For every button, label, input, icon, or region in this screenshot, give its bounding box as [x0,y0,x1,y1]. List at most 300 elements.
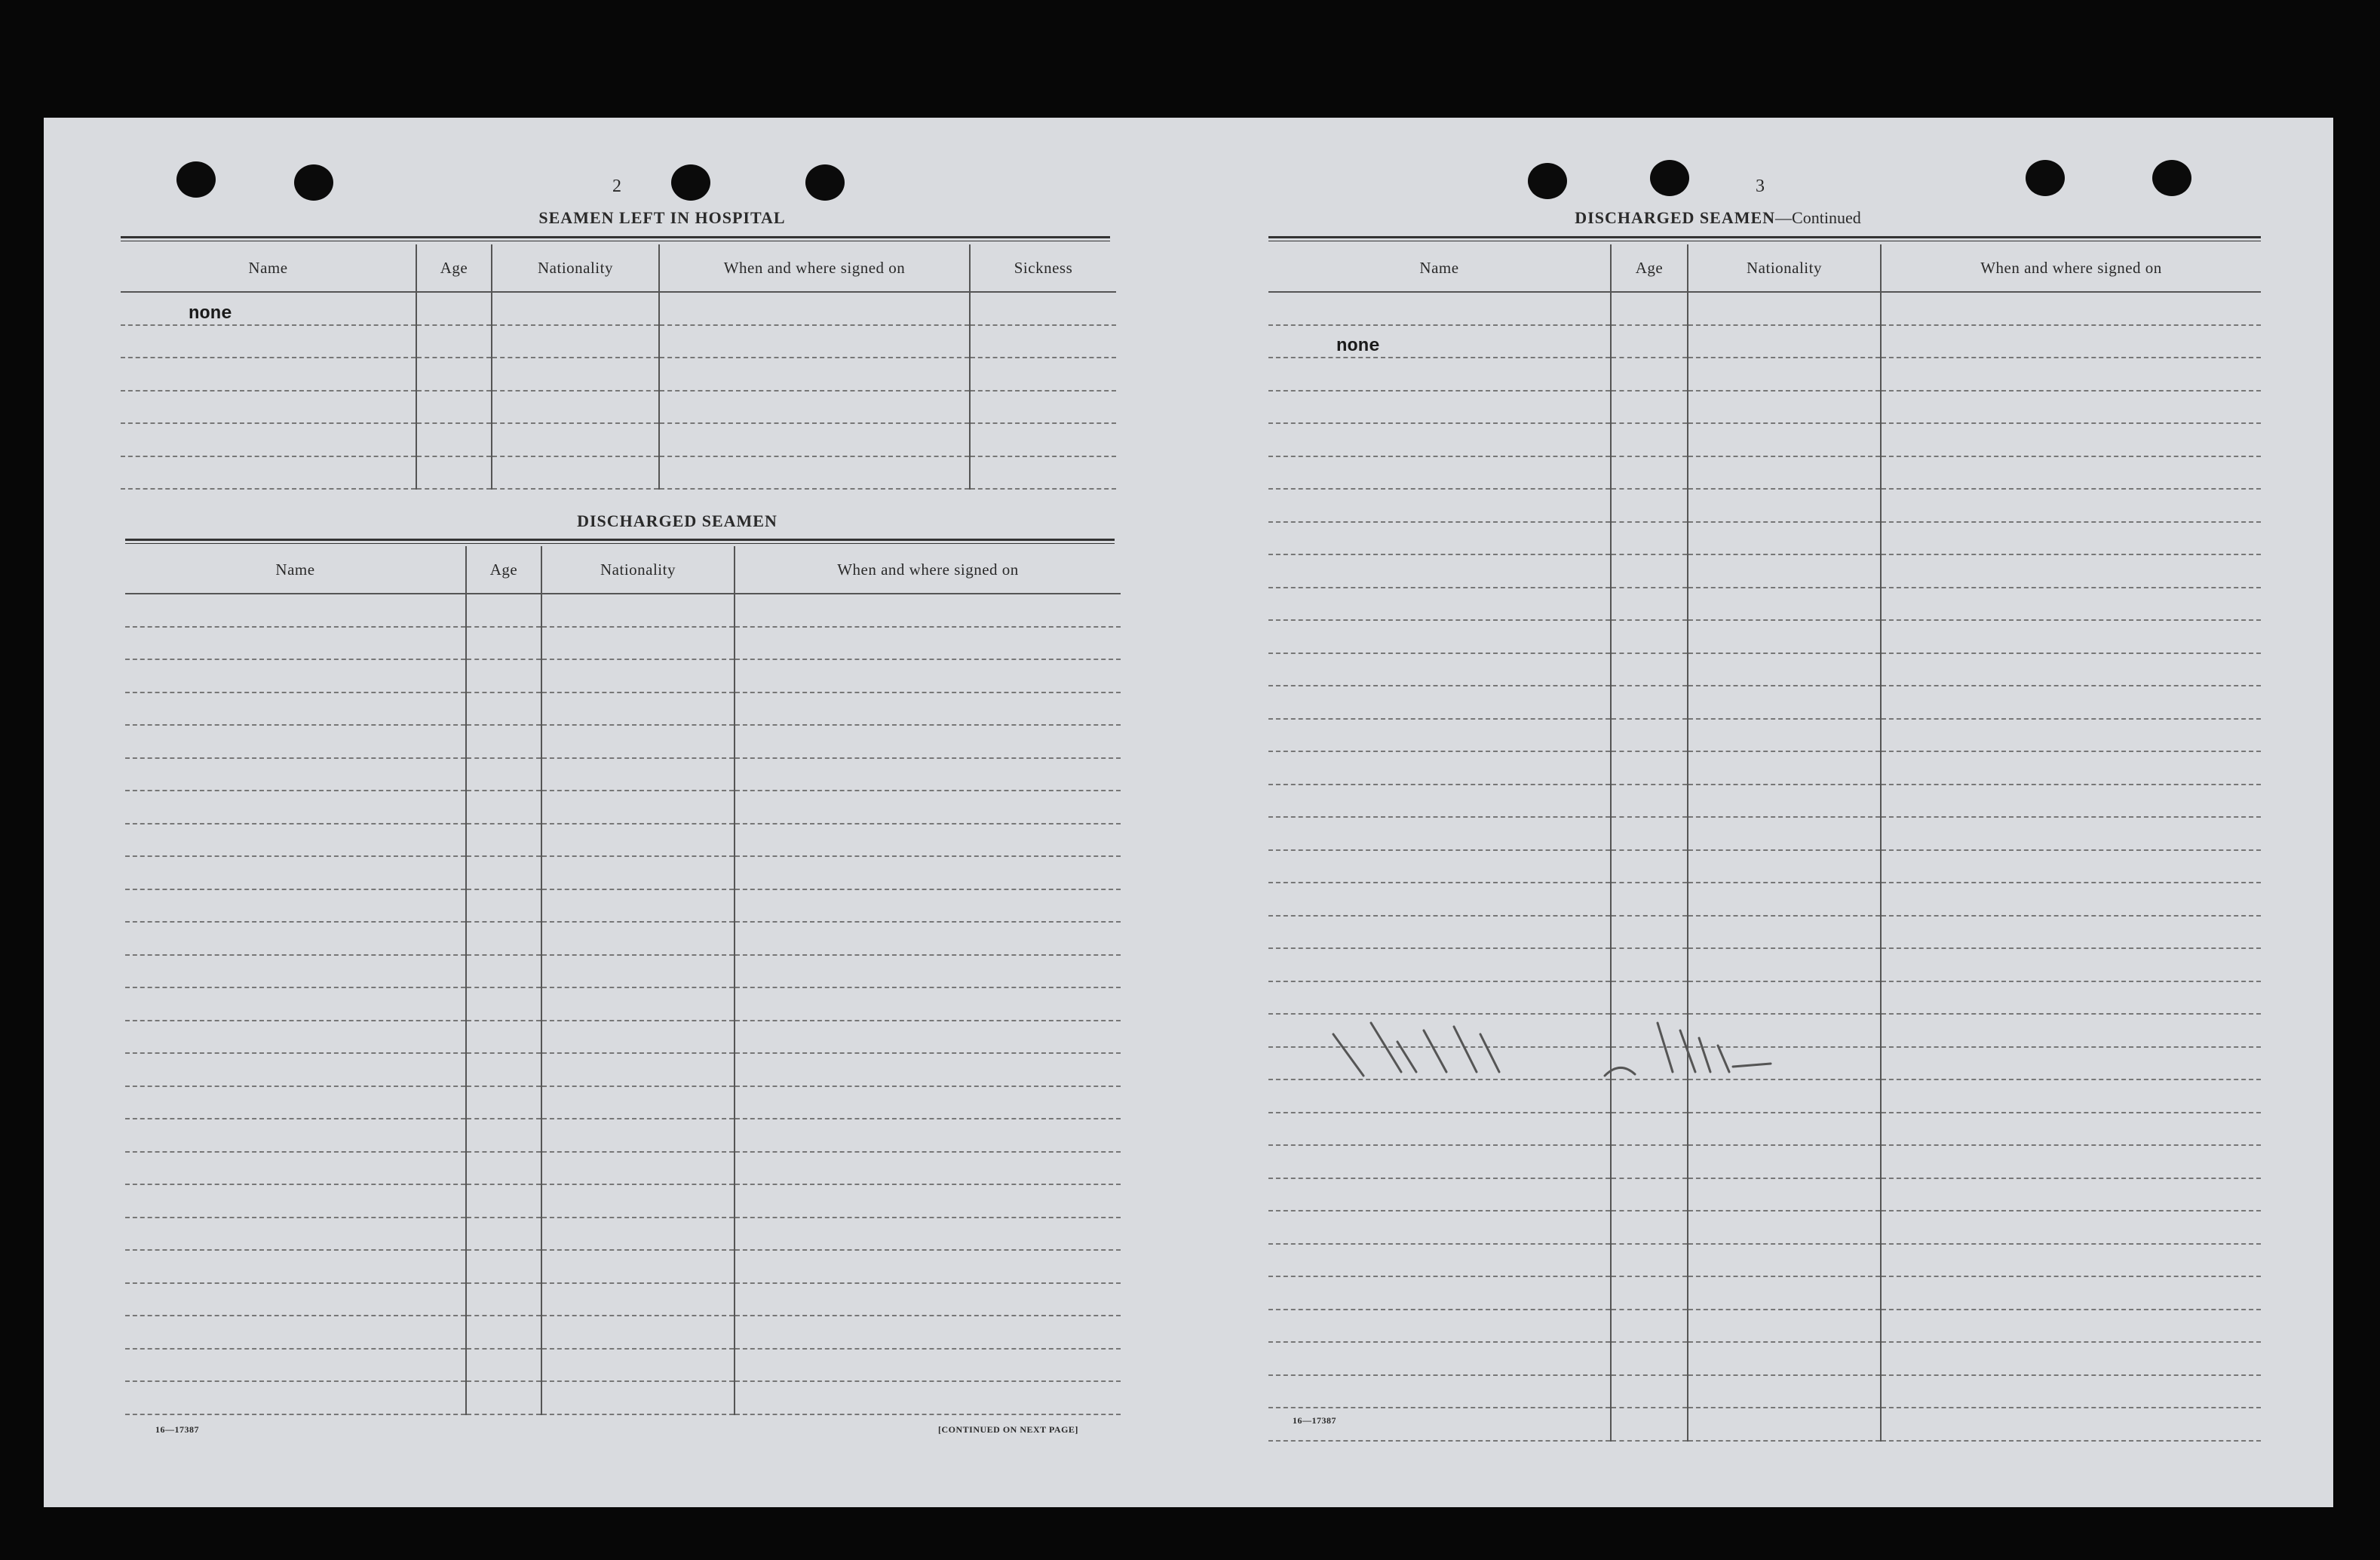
table-row [1268,391,2261,424]
table-row [125,627,1121,660]
table-cell [1688,1211,1881,1244]
table-row [1268,1145,2261,1178]
table-cell [125,1119,466,1152]
table-cell [1688,1342,1881,1375]
table-cell [1881,785,2261,818]
table-row [121,325,1116,358]
table-cell [1688,522,1881,555]
table-cell [1881,1079,2261,1113]
table-cell [1881,358,2261,391]
column-header-nationality: Nationality [1688,244,1881,292]
table-row [1268,423,2261,456]
table-cell [1881,1145,2261,1178]
table-cell [125,1250,466,1283]
table-cell [1688,883,1881,916]
table-row [1268,883,2261,916]
table-row [125,987,1121,1021]
table-cell [1268,292,1611,325]
table-cell [541,856,735,889]
table-cell [1688,1145,1881,1178]
table-cell [541,1021,735,1054]
table-cell [541,659,735,692]
table-cell [1881,948,2261,981]
table-cell [1268,1211,1611,1244]
table-cell [1611,653,1688,686]
table-cell [541,1218,735,1251]
table-cell [1268,456,1611,490]
table-cell [735,1349,1121,1382]
table-cell [735,1316,1121,1349]
table-cell [1611,686,1688,719]
table-cell [1688,751,1881,785]
table-cell [1611,751,1688,785]
table-cell [1268,719,1611,752]
table-cell [1611,522,1688,555]
table-cell [735,1086,1121,1119]
table-cell [735,824,1121,857]
table-cell [1611,423,1688,456]
table-cell [466,1316,541,1349]
table-row [125,1283,1121,1316]
table-header-row [121,244,1116,292]
table-cell [1881,1342,2261,1375]
column-header-age: Age [466,546,541,594]
table-cell [1881,1178,2261,1211]
table-cell [1268,1375,1611,1408]
table-row [1268,292,2261,325]
table-cell [735,758,1121,791]
table-cell [1881,292,2261,325]
table-row [1268,916,2261,949]
table-cell [466,692,541,726]
table-row [1268,1342,2261,1375]
table-cell [1881,522,2261,555]
punch-hole [2152,160,2191,196]
table-cell [1688,916,1881,949]
page-number: 2 [612,177,621,196]
table-cell [1688,1375,1881,1408]
table-row [1268,1113,2261,1146]
punch-hole [671,164,710,201]
table-cell [125,791,466,824]
form-sheet [44,118,2333,1507]
table-cell [1688,686,1881,719]
column-header-signed-on: When and where signed on [1881,244,2261,292]
table-cell [1611,1178,1688,1211]
table-cell [1881,1047,2261,1080]
table-cell [466,627,541,660]
table-cell [541,1381,735,1414]
table-cell [1611,391,1688,424]
table-row [125,856,1121,889]
table-cell [1881,489,2261,522]
table-row [1268,948,2261,981]
table-cell [735,627,1121,660]
table-cell [735,1184,1121,1218]
table-cell [735,987,1121,1021]
table-cell [1611,817,1688,850]
table-cell [541,955,735,988]
table-cell [735,659,1121,692]
table-cell [125,758,466,791]
table-cell [125,594,466,627]
table-cell [1611,1342,1688,1375]
table-cell [125,1381,466,1414]
table-cell [1688,948,1881,981]
table-row [1268,456,2261,490]
table-cell [1881,1375,2261,1408]
table-cell [1688,358,1881,391]
table-row [1268,1375,2261,1408]
table-cell [1268,948,1611,981]
column-header-signed-on: When and where signed on [659,244,970,292]
table-cell [735,1250,1121,1283]
table-cell [1268,620,1611,653]
table-row [125,1086,1121,1119]
table-cell [466,1053,541,1086]
table-cell [1688,785,1881,818]
table-header-row [1268,244,2261,292]
table-row [121,423,1116,456]
table-row [125,824,1121,857]
table-cell [466,659,541,692]
table-cell [1881,456,2261,490]
table-cell [541,791,735,824]
table-cell [1268,1244,1611,1277]
table-cell [1688,588,1881,621]
table-cell [1881,1276,2261,1310]
table-row [125,1021,1121,1054]
table-cell [541,987,735,1021]
table-row [125,791,1121,824]
table-cell [1688,1276,1881,1310]
table-row [1268,785,2261,818]
table-row [125,692,1121,726]
table-cell [1611,1113,1688,1146]
form-number: 16—17387 [1293,1415,1336,1426]
discharged-table-left [125,546,1121,1415]
table-cell [1688,817,1881,850]
table-cell [125,627,466,660]
table-row [1268,1310,2261,1343]
table-header-row [125,546,1121,594]
table-row [125,594,1121,627]
table-cell [125,889,466,923]
table-cell [1688,620,1881,653]
table-cell [1881,1211,2261,1244]
title-rule [125,539,1115,544]
table-row [1268,751,2261,785]
table-cell [466,758,541,791]
table-cell [1611,948,1688,981]
table-cell [1688,489,1881,522]
table-cell [541,1250,735,1283]
section-title-suffix: —Continued [1775,208,1861,227]
table-row [1268,1276,2261,1310]
table-cell [1688,456,1881,490]
table-cell [735,889,1121,923]
table-cell [541,1283,735,1316]
table-row [1268,1211,2261,1244]
column-header-nationality: Nationality [492,244,659,292]
table-cell [1268,1178,1611,1211]
table-cell [125,987,466,1021]
table-cell [541,1086,735,1119]
table-cell [1881,1113,2261,1146]
typed-entry: none [121,292,416,325]
table-cell [1611,1375,1688,1408]
table-cell [1611,785,1688,818]
table-row [121,358,1116,391]
table-cell [541,758,735,791]
column-header-age: Age [416,244,492,292]
table-cell [466,1152,541,1185]
table-cell [541,594,735,627]
table-cell [1881,620,2261,653]
table-row [1268,489,2261,522]
table-cell [125,824,466,857]
table-cell [1611,554,1688,588]
table-cell [1688,1178,1881,1211]
table-row [125,725,1121,758]
table-cell [1268,588,1611,621]
table-row [1268,850,2261,883]
table-cell [1881,588,2261,621]
table-cell [1881,916,2261,949]
table-cell [541,1349,735,1382]
title-rule [121,236,1110,241]
table-cell [125,1053,466,1086]
table-cell [1268,653,1611,686]
table-cell [125,692,466,726]
table-row [125,1152,1121,1185]
table-cell [1268,391,1611,424]
table-cell [1611,456,1688,490]
table-cell [1611,325,1688,358]
table-cell [1268,916,1611,949]
table-cell [1268,1276,1611,1310]
table-cell [1611,1211,1688,1244]
table-cell [1611,1244,1688,1277]
punch-hole [294,164,333,201]
table-cell [735,922,1121,955]
table-cell [1611,883,1688,916]
table-cell [735,1021,1121,1054]
table-cell [466,1021,541,1054]
table-cell [735,1119,1121,1152]
table-cell [466,824,541,857]
table-cell [125,1152,466,1185]
table-cell [1688,1244,1881,1277]
discharged-section-title: DISCHARGED SEAMEN [577,511,777,530]
hospital-table [121,244,1116,490]
table-cell [735,791,1121,824]
table-cell [1611,292,1688,325]
table-cell [1688,325,1881,358]
table-cell [125,1283,466,1316]
table-row [1268,522,2261,555]
table-cell [466,1250,541,1283]
table-cell [1881,1408,2261,1441]
form-number: 16—17387 [155,1424,199,1435]
table-cell [1611,719,1688,752]
table-cell [1881,1014,2261,1047]
table-cell [735,1053,1121,1086]
table-cell [125,955,466,988]
table-row [125,922,1121,955]
table-cell [466,1349,541,1382]
table-row [125,1381,1121,1414]
table-row [1268,620,2261,653]
table-cell [466,856,541,889]
table-cell [735,856,1121,889]
table-cell [466,1283,541,1316]
column-header-age: Age [1611,244,1688,292]
table-row [1268,817,2261,850]
table-cell [125,922,466,955]
table-cell [1268,850,1611,883]
table-row [1268,686,2261,719]
table-cell [541,627,735,660]
punch-hole [1650,160,1689,196]
table-cell [466,889,541,923]
table-cell [1268,1113,1611,1146]
table-cell [541,1152,735,1185]
table-row [121,292,1116,325]
table-row [125,1184,1121,1218]
table-cell [1268,817,1611,850]
table-row [1268,1244,2261,1277]
table-row [125,1349,1121,1382]
table-row [1268,719,2261,752]
punch-hole [805,164,845,201]
table-cell [1881,751,2261,785]
table-cell [1688,391,1881,424]
table-cell [1881,1244,2261,1277]
table-cell [1881,1310,2261,1343]
table-cell [541,824,735,857]
column-header-name: Name [1268,244,1611,292]
table-cell [1881,883,2261,916]
table-cell [1611,1276,1688,1310]
table-cell [1611,1310,1688,1343]
discharged-table-right [1268,244,2261,1442]
table-cell [125,1218,466,1251]
table-cell [1268,883,1611,916]
table-row [125,1119,1121,1152]
table-cell [466,725,541,758]
table-cell [735,692,1121,726]
table-cell [1268,785,1611,818]
table-cell [541,889,735,923]
hospital-section-title: SEAMEN LEFT IN HOSPITAL [538,208,786,227]
table-cell [1688,850,1881,883]
table-row [125,889,1121,923]
table-cell [1688,423,1881,456]
table-cell [125,1021,466,1054]
table-cell [1881,423,2261,456]
table-cell [466,1119,541,1152]
table-cell [466,1184,541,1218]
table-cell [735,1152,1121,1185]
column-header-name: Name [125,546,466,594]
table-cell [125,1316,466,1349]
table-row [1268,653,2261,686]
table-row [1268,1408,2261,1441]
table-cell [1881,391,2261,424]
table-cell [1881,817,2261,850]
table-cell [1688,1310,1881,1343]
table-cell [1268,423,1611,456]
table-cell [1881,554,2261,588]
table-row [125,659,1121,692]
table-row [121,456,1116,490]
table-cell [466,955,541,988]
table-cell [125,659,466,692]
punch-hole [176,161,216,198]
table-cell [466,1218,541,1251]
table-cell [1881,653,2261,686]
table-cell [1268,489,1611,522]
table-cell [541,1184,735,1218]
table-cell [541,1053,735,1086]
table-cell [1611,489,1688,522]
table-cell [735,725,1121,758]
table-cell [1611,1408,1688,1441]
table-cell [1611,1145,1688,1178]
table-cell [466,594,541,627]
table-cell [1268,358,1611,391]
table-cell [541,1119,735,1152]
section-title-text: DISCHARGED SEAMEN [1575,208,1776,227]
table-cell [1611,620,1688,653]
table-cell [541,1316,735,1349]
table-cell [125,1086,466,1119]
table-cell [1268,1145,1611,1178]
table-cell [1881,325,2261,358]
table-cell [125,725,466,758]
table-cell [1688,719,1881,752]
table-row [125,955,1121,988]
column-header-signed-on: When and where signed on [735,546,1121,594]
table-cell [1881,686,2261,719]
table-cell [1268,522,1611,555]
table-row [1268,358,2261,391]
table-cell [125,856,466,889]
table-cell [125,1349,466,1382]
table-cell [541,725,735,758]
table-cell [1688,1113,1881,1146]
table-cell [1268,686,1611,719]
table-cell [1688,1408,1881,1441]
table-cell [1688,653,1881,686]
title-rule [1268,236,2261,241]
punch-hole [1528,163,1567,199]
table-cell [466,1381,541,1414]
table-cell [735,1283,1121,1316]
table-row [1268,554,2261,588]
table-cell [735,955,1121,988]
table-cell [541,922,735,955]
table-row [125,1218,1121,1251]
column-header-nationality: Nationality [541,546,735,594]
table-cell [466,1086,541,1119]
table-row [125,1316,1121,1349]
column-header-name: Name [121,244,416,292]
table-cell [541,692,735,726]
page-number: 3 [1756,177,1765,196]
table-cell [1611,916,1688,949]
